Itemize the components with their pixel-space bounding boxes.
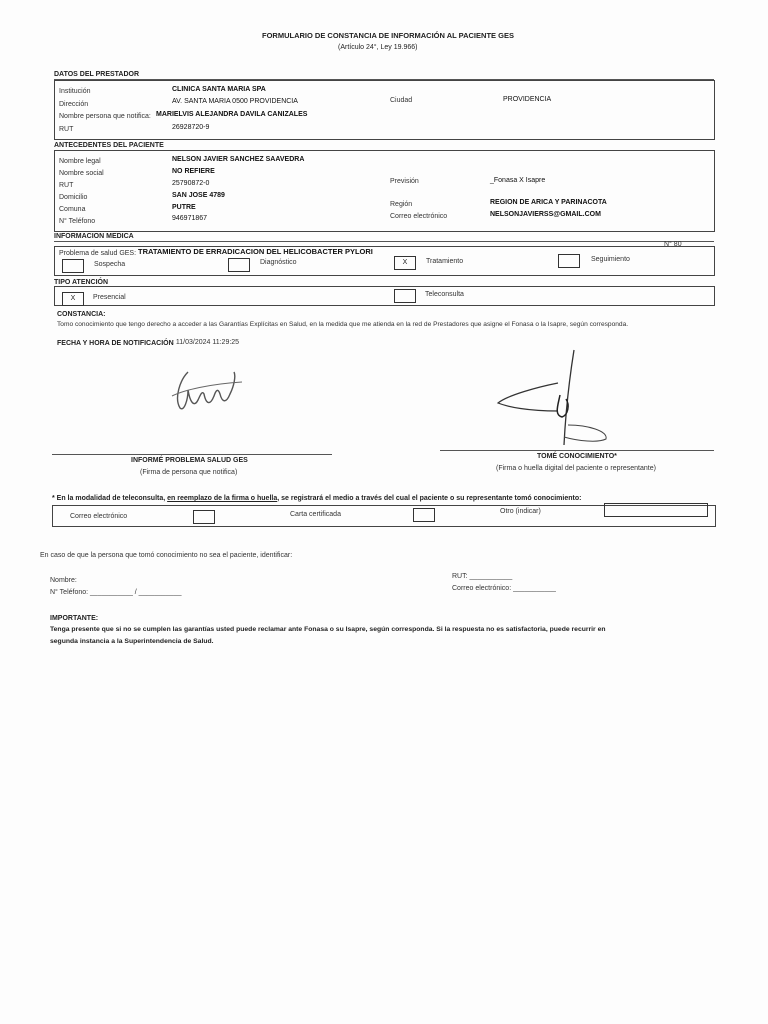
notifica-label: Nombre persona que notifica: [59, 113, 151, 120]
correo-medium-checkbox[interactable] [193, 510, 215, 524]
problema-label: Problema de salud GES: [59, 250, 137, 257]
form-title: FORMULARIO DE CONSTANCIA DE INFORMACIÓN AL PACIENTE GES [262, 31, 514, 40]
otra-persona-intro: En caso de que la persona que tomó conocimiento no sea el paciente, identificar: [40, 552, 293, 559]
tratamiento-label: Tratamiento [426, 258, 464, 265]
rut-prestador-value: 26928720-9 [172, 124, 210, 131]
section-paciente: ANTECEDENTES DEL PACIENTE [54, 142, 164, 149]
nombre-legal-label: Nombre legal [59, 158, 101, 165]
presencial-label: Presencial [93, 294, 126, 301]
comuna-value: PUTRE [172, 204, 196, 211]
region-value: REGION DE ARICA Y PARINACOTA [490, 199, 607, 206]
note-suffix: , se registrará el medio a través del cual el paciente o su representante tomó conocimiento: [277, 495, 582, 502]
notifier-signature-line [52, 454, 332, 455]
institucion-value: CLINICA SANTA MARIA SPA [172, 86, 266, 93]
notifier-signature-sub: (Firma de persona que notifica) [140, 469, 238, 476]
correo-value: NELSONJAVIERSS@GMAIL.COM [490, 211, 601, 218]
paciente-box [54, 150, 715, 232]
importante-line1: Tenga presente que si no se cumplen las garantías usted puede reclamar ante Fonasa o su Isapre, según corresponda. Si la respuesta no es satisfactoria, puede recurrir en [50, 626, 606, 633]
otro-medium-label: Otro (indicar) [500, 508, 541, 515]
nombre-legal-value: NELSON JAVIER SANCHEZ SAAVEDRA [172, 156, 305, 163]
presencial-checkbox[interactable]: X [62, 292, 84, 306]
section-medica: INFORMACION MEDICA [54, 233, 134, 240]
tratamiento-checkbox[interactable]: X [394, 256, 416, 270]
atencion-box [54, 286, 715, 306]
patient-signature-title: TOMÉ CONOCIMIENTO* [537, 453, 617, 460]
correo-medium-label: Correo electrónico [70, 513, 128, 520]
rut-prestador-label: RUT [59, 126, 74, 133]
divider [54, 241, 714, 242]
otra-persona-telefono: N° Teléfono: ___________ / ___________ [50, 589, 182, 596]
otra-persona-correo: Correo electrónico: ___________ [452, 585, 556, 592]
prevision-label: Previsión [390, 178, 419, 185]
domicilio-value: SAN JOSE 4789 [172, 192, 225, 199]
direccion-label: Dirección [59, 101, 89, 108]
teleconsulta-label: Teleconsulta [425, 291, 464, 298]
direccion-value: AV. SANTA MARIA 0500 PROVIDENCIA [172, 98, 298, 105]
prestador-box [54, 80, 715, 140]
otra-persona-rut: RUT: ___________ [452, 573, 513, 580]
otra-persona-nombre: Nombre: [50, 577, 77, 584]
patient-signature [488, 345, 618, 450]
problema-value: TRATAMIENTO DE ERRADICACION DEL HELICOBACTER PYLORI [138, 247, 373, 256]
sospecha-checkbox[interactable] [62, 259, 84, 273]
carta-medium-label: Carta certificada [290, 511, 341, 518]
diagnostico-label: Diagnóstico [260, 259, 297, 266]
diagnostico-checkbox[interactable] [228, 258, 250, 272]
comuna-label: Comuna [59, 206, 86, 213]
carta-medium-checkbox[interactable] [413, 508, 435, 522]
ciudad-value: PROVIDENCIA [503, 96, 552, 103]
correo-label: Correo electrónico [390, 213, 448, 220]
section-atencion: TIPO ATENCIÓN [54, 279, 109, 286]
form-subtitle: (Artículo 24°, Ley 19.966) [338, 44, 418, 51]
seguimiento-checkbox[interactable] [558, 254, 580, 268]
prevision-value: _Fonasa X Isapre [490, 177, 546, 184]
notifier-signature-title: INFORMÉ PROBLEMA SALUD GES [131, 457, 248, 464]
fecha-value: : 11/03/2024 11:29:25 [172, 339, 240, 346]
teleconsulta-note [52, 495, 581, 502]
telefono-label: N° Teléfono [59, 218, 96, 225]
notifier-signature [150, 350, 260, 450]
patient-signature-line [440, 450, 714, 451]
constancia-text: Tomo conocimiento que tengo derecho a acceder a las Garantías Explícitas en Salud, en la medida que me atienda en la red de Prestadores que asigne el Fonasa o la Isapre, según corresponda. [57, 321, 629, 328]
nombre-social-value: NO REFIERE [172, 168, 215, 175]
rut-paciente-value: 25790872-0 [172, 180, 210, 187]
importante-title: IMPORTANTE: [50, 615, 99, 622]
seguimiento-label: Seguimiento [591, 256, 630, 263]
telefono-value: 946971867 [172, 215, 208, 222]
section-constancia: CONSTANCIA: [57, 311, 106, 318]
region-label: Región [390, 201, 413, 208]
importante-line2: segunda instancia a la Superintendencia de Salud. [50, 638, 214, 645]
teleconsulta-checkbox[interactable] [394, 289, 416, 303]
patient-signature-sub: (Firma o huella digital del paciente o representante) [496, 465, 656, 472]
institucion-label: Institución [59, 88, 91, 95]
nombre-social-label: Nombre social [59, 170, 104, 177]
domicilio-label: Domicilio [59, 194, 88, 201]
ges-number: N° 80 [664, 241, 682, 248]
note-prefix: * En la modalidad de teleconsulta, [52, 495, 168, 502]
fecha-label: FECHA Y HORA DE NOTIFICACIÓN [57, 340, 174, 347]
notifica-value: MARIELVIS ALEJANDRA DAVILA CANIZALES [156, 111, 308, 118]
otro-medium-input[interactable] [604, 503, 708, 517]
note-underlined: en reemplazo de la firma o huella [167, 495, 278, 502]
ciudad-label: Ciudad [390, 97, 413, 104]
rut-paciente-label: RUT [59, 182, 74, 189]
sospecha-label: Sospecha [94, 261, 126, 268]
section-prestador: DATOS DEL PRESTADOR [54, 71, 140, 78]
